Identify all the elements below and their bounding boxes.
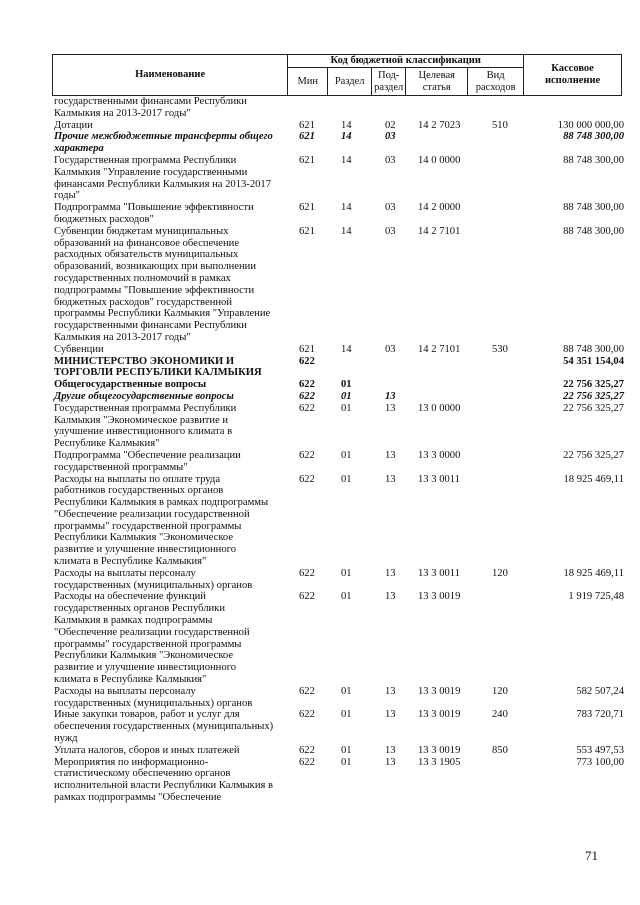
table-row [52,709,624,744]
table-row [52,568,624,592]
table-row [52,757,624,804]
row-name [52,96,284,120]
header-razdel: Раздел [328,68,372,96]
cell-sum: 783 720,71 [576,709,624,721]
cell-sum: 553 497,53 [576,744,624,756]
cell-cel: 13 3 0011 [418,567,460,579]
row-name [52,745,284,757]
cell-cel: 13 3 0019 [418,744,461,756]
row-name-line: годы" [54,190,80,202]
table-header [52,54,622,96]
cell-razdel: 01 [341,390,352,402]
table-row [52,344,624,356]
row-name-line: нужд [54,733,78,745]
cell-min: 622 [299,591,315,603]
row-name-line: характера [54,143,104,155]
cell-pod: 13 [385,744,396,756]
header-kassovoe [524,55,622,96]
cell-min: 621 [299,225,315,237]
cell-sum: 773 100,00 [576,756,624,768]
row-name [52,155,284,202]
cell-razdel: 01 [341,744,352,756]
cell-razdel: 14 [341,131,352,143]
cell-vid: 850 [492,744,508,756]
row-name [52,568,284,592]
cell-razdel: 01 [341,473,352,485]
cell-min: 622 [299,473,315,485]
row-name-line: государственной программы" [54,461,188,473]
table-row [52,391,624,403]
row-name-line: государственных полномочий в рамках [54,272,231,284]
cell-pod: 13 [385,756,396,768]
table-row [52,379,624,391]
row-name-line: развитие и улучшение инвестиционного [54,544,237,556]
table-row [52,96,624,120]
cell-pod: 13 [385,591,396,603]
cell-razdel: 01 [341,379,352,391]
table-row [52,356,624,380]
cell-min: 621 [299,343,315,355]
cell-pod: 03 [385,131,396,143]
cell-razdel: 01 [341,402,352,414]
cell-razdel: 01 [341,709,352,721]
cell-pod: 03 [385,154,396,166]
cell-min: 621 [299,119,315,131]
row-name-line: Подпрограмма "Обеспечение реализации [54,449,241,461]
cell-pod: 03 [385,225,396,237]
row-name-line: программы" государственной программы [54,520,242,532]
cell-cel: 13 3 1905 [418,756,461,768]
table-row [52,686,624,710]
row-name [52,709,284,744]
cell-razdel: 01 [341,685,352,697]
cell-vid: 120 [492,567,508,579]
cell-sum: 130 000 000,00 [557,119,624,131]
row-name-line: программы" государственной программы [54,638,242,650]
cell-pod: 13 [385,449,396,461]
row-name-line: Мероприятия по информационно- [54,756,209,768]
row-name-line: бюджетных расходов" [54,213,154,225]
row-name-line: государственными финансами Республики [54,96,247,107]
row-name [52,379,284,391]
cell-razdel: 14 [341,225,352,237]
cell-sum: 18 925 469,11 [563,473,624,485]
row-name-line: подпрограммы "Повышение эффективности [54,284,255,296]
cell-sum: 1 919 725,48 [568,591,624,603]
table-row [52,120,624,132]
cell-min: 622 [299,756,315,768]
cell-sum: 22 756 325,27 [563,379,624,391]
cell-min: 621 [299,154,315,166]
cell-sum: 22 756 325,27 [563,402,624,414]
row-name-line: Республики Калмыкия "Экономическое [54,532,234,544]
cell-min: 621 [299,202,315,214]
table-row [52,403,624,450]
header-vid-line2: расходов [475,81,516,93]
header-min: Мин [288,68,328,96]
row-name-line: расходных обязательств муниципальных [54,249,239,261]
cell-cel: 14 2 7023 [418,119,461,131]
header-code-group: Код бюджетной классификации [288,55,524,68]
row-name-line: Республики Калмыкия "Экономическое [54,650,234,662]
header-pod-line2: раздел [374,81,404,93]
row-name-line: Республике Калмыкия" [54,438,160,450]
row-name-line: Субвенции [54,343,104,355]
header-celevaya [406,68,468,96]
row-name-line: образований, возникающих при выполнении [54,261,256,273]
cell-vid: 240 [492,709,508,721]
cell-min: 622 [299,390,315,402]
cell-pod: 13 [385,709,396,721]
row-name-line: Государственная программа Республики [54,154,237,166]
row-name [52,202,284,226]
cell-pod: 03 [385,343,396,355]
row-name-line: Расходы на выплаты персоналу [54,685,196,697]
cell-sum: 582 507,24 [576,685,624,697]
row-name-line: Калмыкия в рамках подпрограммы [54,615,213,627]
table-row [52,474,624,568]
row-name-line: обеспечения государственных (муниципальных) [54,721,274,733]
cell-sum: 18 925 469,11 [563,567,624,579]
row-name [52,591,284,685]
cell-razdel: 14 [341,119,352,131]
row-name-line: Другие общегосударственные вопросы [54,390,234,402]
table-row [52,745,624,757]
table-body [52,96,624,804]
cell-sum: 88 748 300,00 [563,343,624,355]
row-name-line: Калмыкия на 2013-2017 годы" [54,331,191,343]
row-name-line: Республики Калмыкия в рамках подпрограммы [54,497,269,509]
cell-razdel: 01 [341,756,352,768]
cell-vid: 120 [492,685,508,697]
cell-sum: 88 748 300,00 [563,154,624,166]
header-vid [468,68,524,96]
cell-pod: 02 [385,119,396,131]
cell-razdel: 14 [341,343,352,355]
cell-razdel: 01 [341,567,352,579]
cell-min: 622 [299,379,315,391]
row-name-line: Расходы на выплаты персоналу [54,567,196,579]
row-name [52,686,284,710]
cell-min: 622 [299,355,315,367]
header-name: Наименование [53,55,288,96]
row-name [52,344,284,356]
row-name-line: Общегосударственные вопросы [54,379,207,391]
header-cel-line2: статья [422,81,451,93]
row-name [52,226,284,344]
header-pod-line1: Под- [378,69,400,81]
cell-pod: 13 [385,685,396,697]
table-row [52,591,624,685]
table-row [52,155,624,202]
row-name-line: Уплата налогов, сборов и иных платежей [54,744,240,756]
cell-cel: 13 3 0019 [418,591,461,603]
row-name-line: Прочие межбюджетные трансферты общего [54,131,273,143]
header-kass-line2: исполнение [544,75,601,86]
page-number: 71 [585,848,598,863]
table-row [52,450,624,474]
header-vid-line1: Вид [486,69,505,81]
cell-pod: 13 [385,567,396,579]
row-name-line: "Обеспечение реализации государственной [54,626,250,638]
row-name-line: Субвенции бюджетам муниципальных [54,225,229,237]
table-row [52,131,624,155]
cell-sum: 54 351 154,04 [563,355,624,367]
cell-min: 621 [299,131,315,143]
cell-cel: 14 2 7101 [418,225,461,237]
cell-cel: 13 3 0019 [418,685,461,697]
cell-cel: 13 3 0019 [418,709,461,721]
cell-min: 622 [299,402,315,414]
cell-cel: 13 3 0000 [418,449,461,461]
row-name-line: Калмыкия "Экономическое развитие и [54,414,229,426]
cell-sum: 88 748 300,00 [563,131,624,143]
cell-sum: 88 748 300,00 [563,225,624,237]
row-name [52,356,284,380]
row-name-line: Подпрограмма "Повышение эффективности [54,202,254,214]
cell-min: 622 [299,685,315,697]
cell-cel: 13 0 0000 [418,402,461,414]
cell-sum: 22 756 325,27 [563,390,624,402]
cell-pod: 13 [385,390,396,402]
row-name [52,120,284,132]
row-name-line: МИНИСТЕРСТВО ЭКОНОМИКИ И [54,355,235,367]
row-name-line: Калмыкия на 2013-2017 годы" [54,107,191,119]
row-name-line: развитие и улучшение инвестиционного [54,662,237,674]
row-name-line: Государственная программа Республики [54,402,237,414]
cell-min: 622 [299,744,315,756]
row-name-line: работников государственных органов [54,485,224,497]
row-name [52,450,284,474]
row-name [52,403,284,450]
cell-vid: 510 [492,119,508,131]
cell-cel: 14 2 0000 [418,202,461,214]
row-name-line: Расходы на выплаты по оплате труда [54,473,221,485]
row-name-line: государственных органов Республики [54,603,225,615]
cell-cel: 14 2 7101 [418,343,461,355]
row-name-line: улучшение инвестиционного климата в [54,426,233,438]
row-name-line: Калмыкия "Управление государственными [54,166,248,178]
cell-pod: 13 [385,402,396,414]
row-name [52,391,284,403]
row-name [52,474,284,568]
row-name-line: Расходы на обеспечение функций [54,591,206,603]
cell-razdel: 01 [341,591,352,603]
row-name-line: Иные закупки товаров, работ и услуг для [54,709,240,721]
row-name-line: бюджетных расходов" государственной [54,296,233,308]
header-podrazdel [372,68,406,96]
row-name-line: государственными финансами Республики [54,320,247,332]
row-name-line: государственных (муниципальных) органов [54,579,253,591]
row-name-line: образований на финансовое обеспечение [54,237,240,249]
row-name-line: финансами Республики Калмыкия на 2013-2017 [54,178,272,190]
row-name-line: исполнительной власти Республики Калмыкия в [54,780,274,792]
header-cel-line1: Целевая [418,69,455,81]
row-name-line: программы Республики Калмыкия "Управление [54,308,271,320]
cell-razdel: 01 [341,449,352,461]
cell-sum: 88 748 300,00 [563,202,624,214]
cell-min: 622 [299,709,315,721]
cell-razdel: 14 [341,202,352,214]
row-name [52,757,284,804]
cell-razdel: 14 [341,154,352,166]
table-row [52,202,624,226]
table-row [52,226,624,344]
header-kass-line1: Кассовое [551,63,594,74]
row-name-line: климата в Республике Калмыкия" [54,556,207,568]
row-name-line: рамках подпрограммы "Обеспечение [54,792,222,804]
row-name [52,131,284,155]
cell-cel: 13 3 0011 [418,473,460,485]
row-name-line: государственных (муниципальных) органов [54,697,253,709]
row-name-line: ТОРГОВЛИ РЕСПУБЛИКИ КАЛМЫКИЯ [54,367,262,379]
cell-cel: 14 0 0000 [418,154,461,166]
row-name-line: Дотации [54,119,93,131]
cell-min: 622 [299,567,315,579]
cell-pod: 03 [385,202,396,214]
row-name-line: статистическому обеспечению органов [54,768,231,780]
cell-vid: 530 [492,343,508,355]
row-name-line: "Обеспечение реализации государственной [54,508,250,520]
cell-sum: 22 756 325,27 [563,449,624,461]
row-name-line: климата в Республике Калмыкия" [54,674,207,686]
cell-min: 622 [299,449,315,461]
cell-pod: 13 [385,473,396,485]
